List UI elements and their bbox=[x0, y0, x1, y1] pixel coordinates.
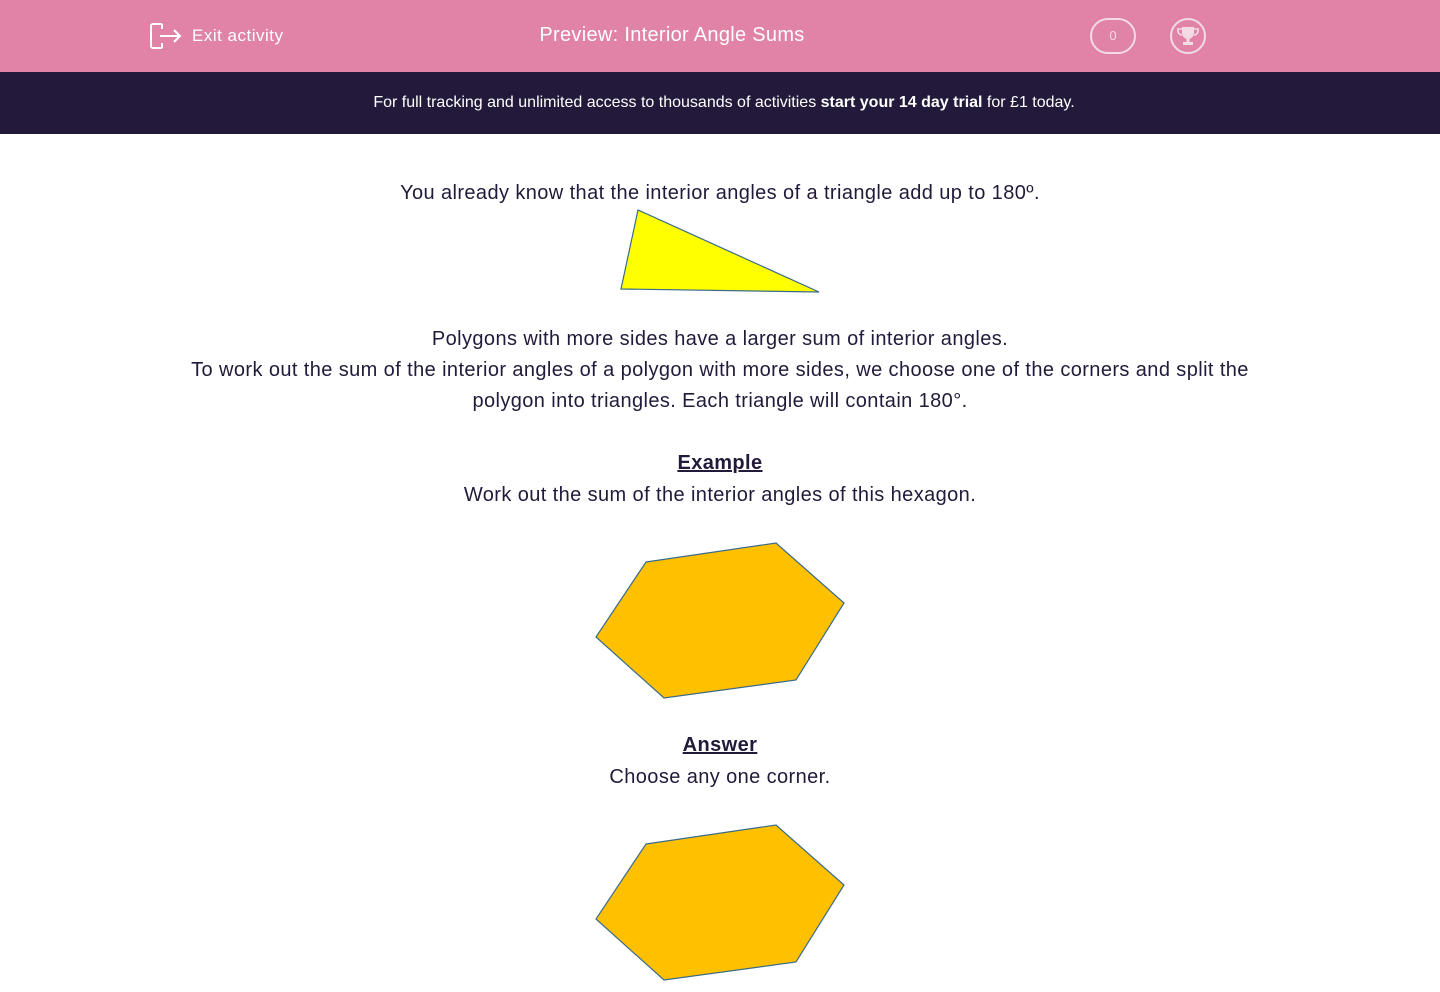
banner-text: For full tracking and unlimited access to thousands of activities bbox=[373, 94, 821, 111]
answer-text: Choose any one corner. bbox=[609, 766, 831, 788]
banner-text-end: for £1 today. bbox=[982, 94, 1075, 111]
trophy-icon bbox=[1177, 25, 1199, 47]
example-heading: Example bbox=[677, 452, 763, 474]
trial-link[interactable]: start your 14 day trial bbox=[820, 94, 983, 111]
exit-label: Exit activity bbox=[192, 26, 284, 45]
page-title: Preview: Interior Angle Sums bbox=[539, 24, 805, 46]
answer-heading: Answer bbox=[682, 734, 758, 756]
polygon-text-2: To work out the sum of the interior angles of a polygon with more sides, we choose one of the corners and split the bbox=[191, 359, 1249, 381]
hexagon-image-answer bbox=[580, 812, 860, 992]
trophy-button[interactable] bbox=[1170, 18, 1206, 54]
trial-banner[interactable] bbox=[0, 72, 1440, 134]
triangle-image bbox=[600, 200, 840, 300]
score-badge: 0 bbox=[1090, 18, 1136, 54]
example-text: Work out the sum of the interior angles of this hexagon. bbox=[463, 484, 977, 506]
polygon-text-1: Polygons with more sides have a larger sum of interior angles. bbox=[431, 328, 1009, 350]
top-bar bbox=[0, 0, 1440, 72]
intro-text: You already know that the interior angles of a triangle add up to 180º. bbox=[400, 182, 1040, 204]
hexagon-image bbox=[580, 530, 860, 710]
polygon-text-3: polygon into triangles. Each triangle will contain 180°. bbox=[472, 390, 968, 412]
